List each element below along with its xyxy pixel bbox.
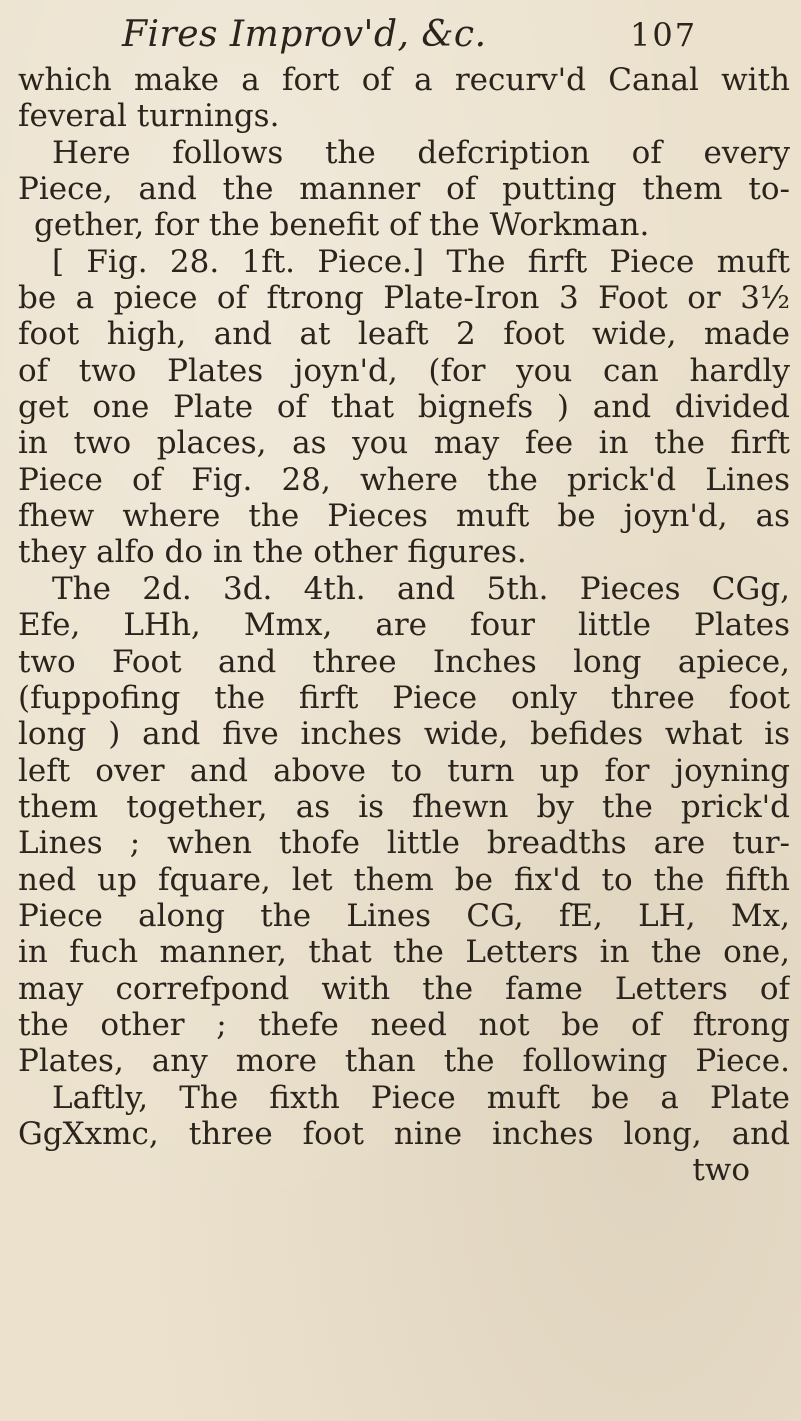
text-line: of two Plates joyn'd, (for you can hardly — [18, 352, 790, 389]
text-line: (fuppofing the firft Piece only three foot — [18, 679, 790, 716]
text-line: Plates, any more than the following Piece. — [18, 1043, 790, 1080]
text-line: be a piece of ftrong Plate-Iron 3 Foot or 3½ — [18, 280, 790, 317]
text-line: Lines ; when thofe little breadths are tur- — [18, 825, 790, 862]
running-title: Fires Improv'd, &c. — [122, 14, 487, 55]
text-line: the other ; thefe need not be of ftrong — [18, 1006, 790, 1043]
text-line: foot high, and at leaft 2 foot wide, made — [18, 316, 790, 353]
text-line: they alfo do in the other figures. — [18, 534, 527, 571]
text-line: fhew where the Pieces muft be joyn'd, as — [18, 498, 790, 535]
text-line: Piece of Fig. 28, where the prick'd Lines — [18, 461, 790, 498]
text-line: two Foot and three Inches long apiece, — [18, 643, 790, 680]
text-line: Piece, and the manner of putting them to- — [18, 171, 790, 208]
page-number: 107 — [630, 16, 698, 54]
text-line: Efe, LHh, Mmx, are four little Plates — [18, 607, 790, 644]
text-line: get one Plate of that bignefs ) and divided — [18, 389, 790, 426]
text-line: Laftly, The fixth Piece muft be a Plate — [52, 1079, 790, 1116]
text-line: which make a fort of a recurv'd Canal with — [18, 62, 790, 98]
text-line: left over and above to turn up for joyning — [18, 752, 790, 789]
text-line: Piece along the Lines CG, fE, LH, Mx, — [18, 897, 790, 934]
text-line: them together, as is fhewn by the prick'd — [18, 788, 790, 825]
text-line: in fuch manner, that the Letters in the one, — [18, 934, 790, 971]
text-line: The 2d. 3d. 4th. and 5th. Pieces CGg, — [52, 570, 790, 607]
text-line: Here follows the defcription of every — [52, 134, 790, 171]
text-line: long ) and five inches wide, befides what is — [18, 716, 790, 753]
text-line: ned up fquare, let them be fix'd to the fifth — [18, 861, 790, 898]
text-line: gether, for the benefit of the Workman. — [34, 207, 650, 244]
text-line: feveral turnings. — [18, 98, 280, 135]
text-line: may correfpond with the fame Letters of — [18, 970, 790, 1007]
body-text — [18, 62, 790, 1189]
catchword: two — [692, 1152, 750, 1189]
text-line: in two places, as you may fee in the firft — [18, 425, 790, 462]
page-header — [0, 14, 801, 58]
text-line: [ Fig. 28. 1ft. Piece.] The firft Piece muft — [52, 243, 790, 280]
text-line: GgXxmc, three foot nine inches long, and — [18, 1115, 790, 1152]
